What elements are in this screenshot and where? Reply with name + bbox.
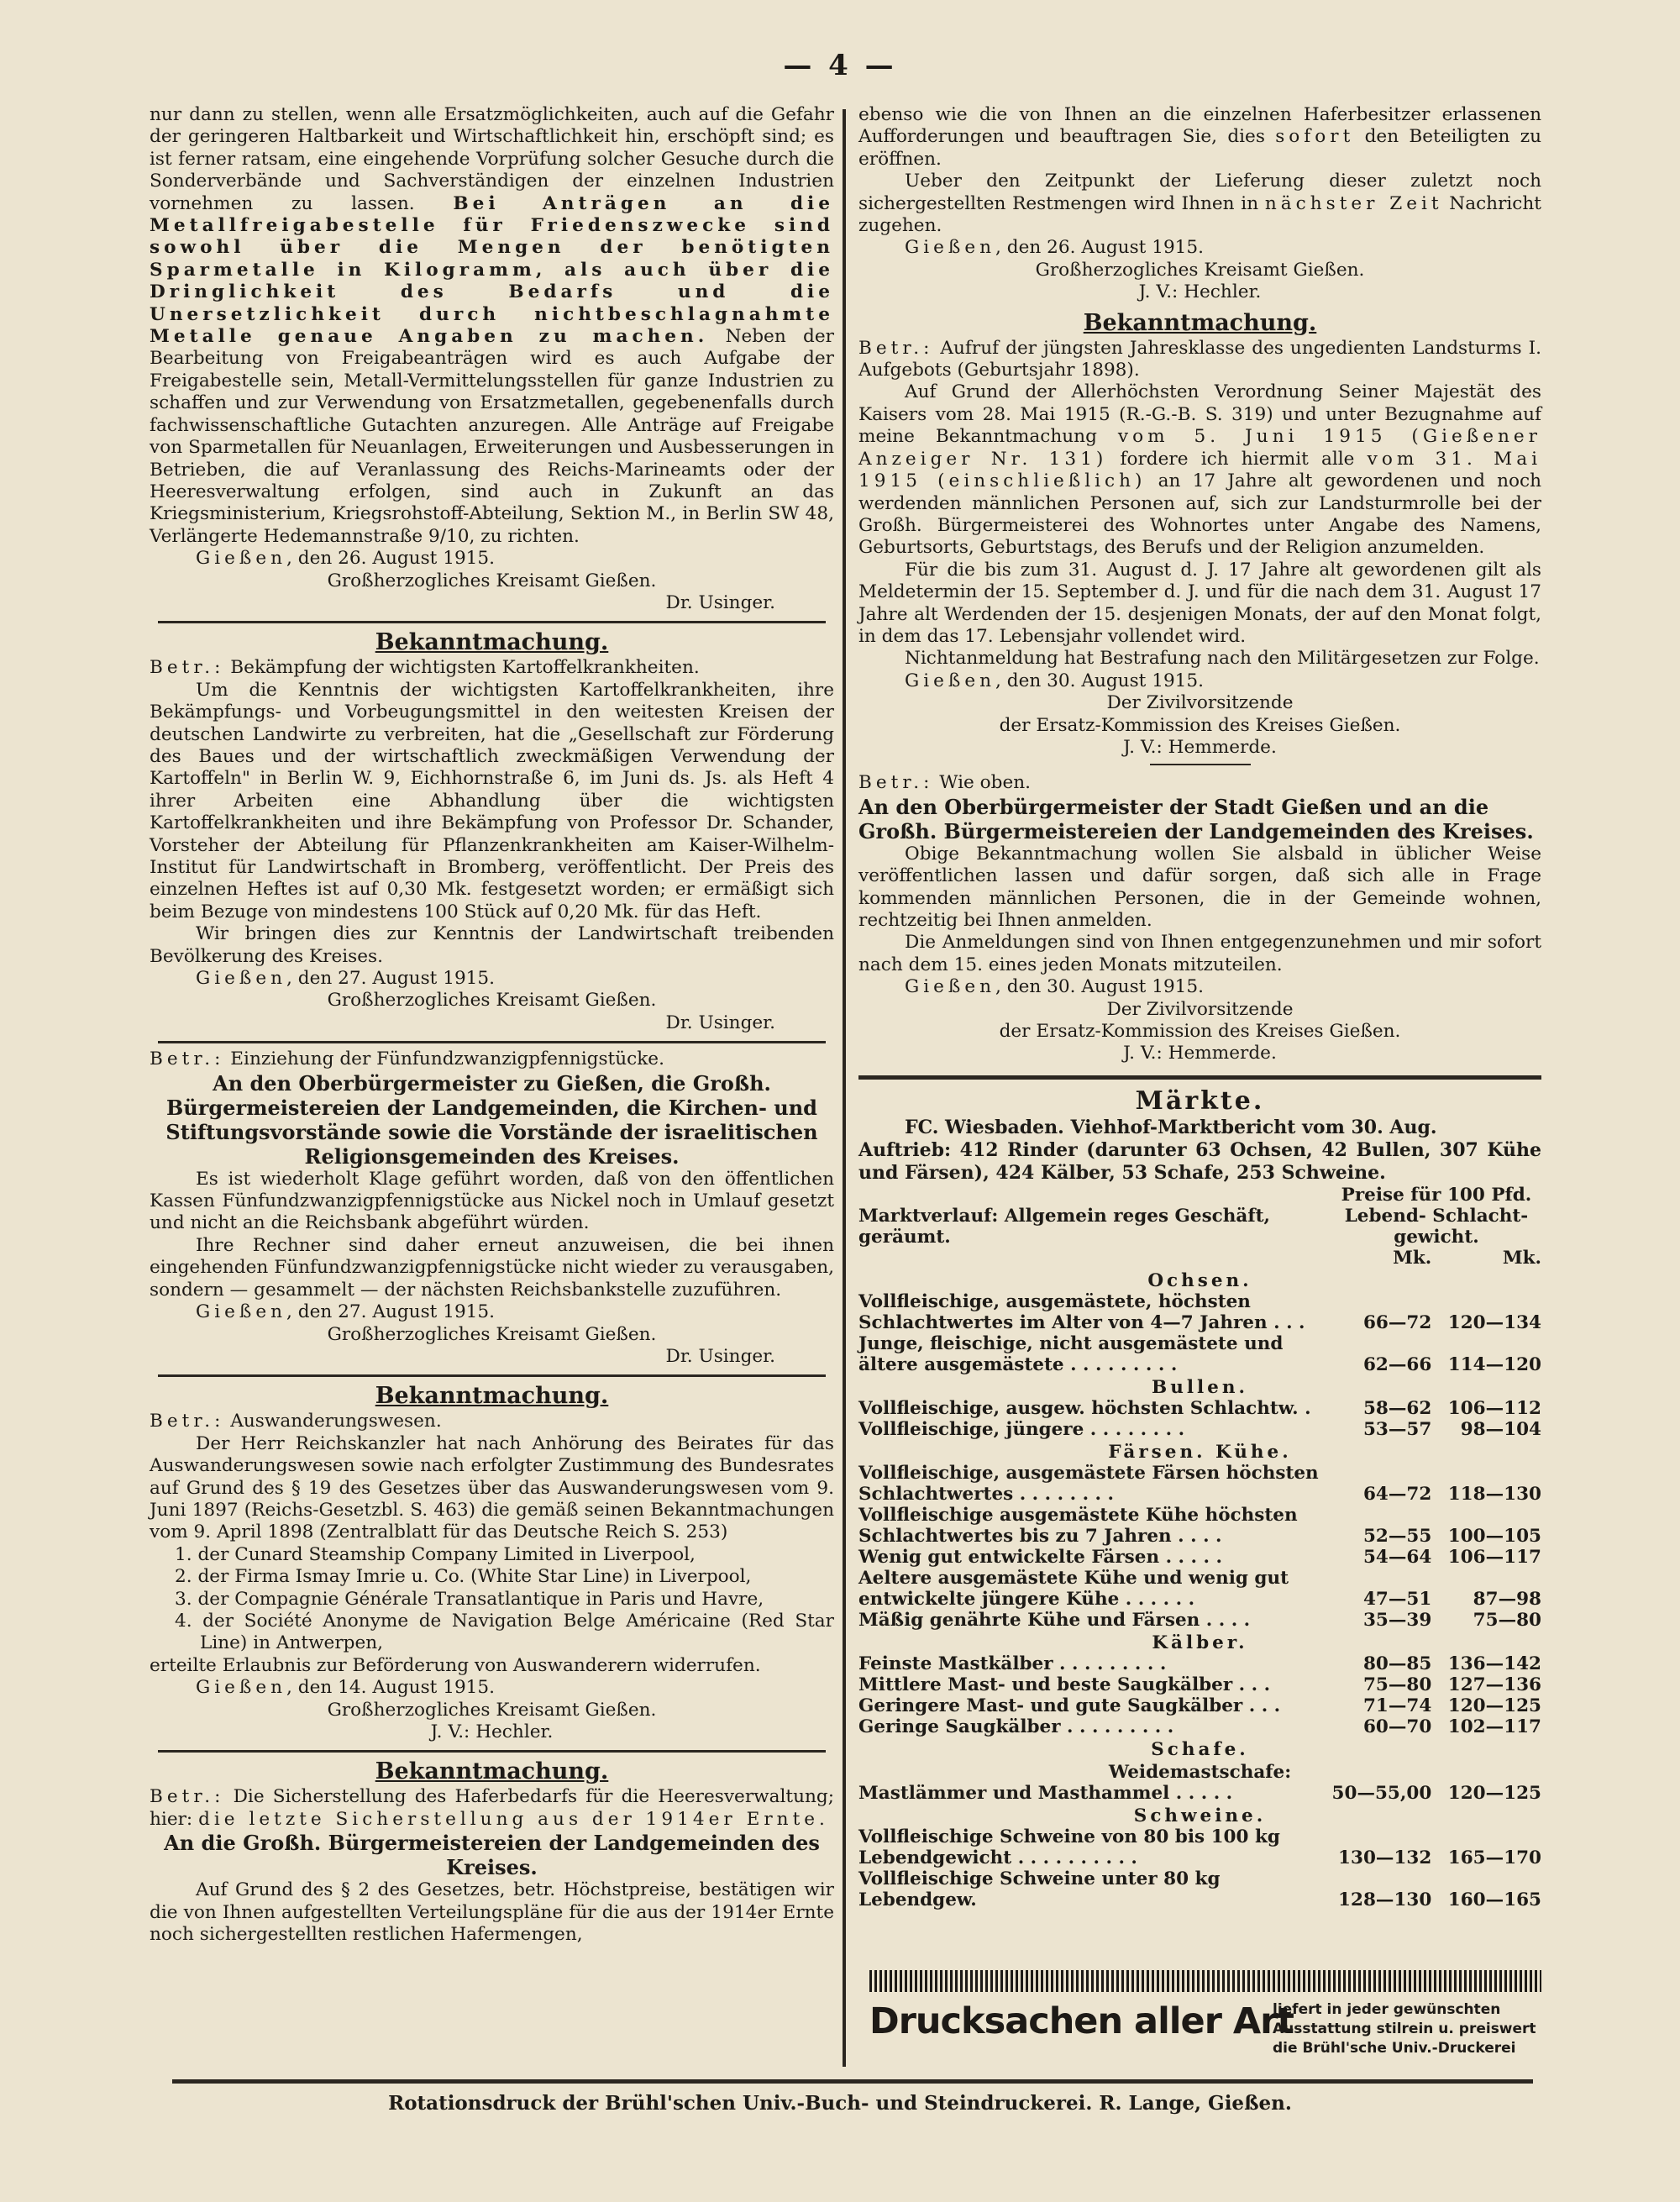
price-slaughter-weight: 165—170 [1447, 1847, 1541, 1868]
price-category: Vollfleischige Schweine unter 80 kg Lebendgew. [858, 1868, 1221, 1910]
notice-body-2: Wir bringen dies zur Kenntnis der Landwirtschaft treibenden Bevölkerung des Kreises. [150, 923, 834, 967]
left-column [150, 104, 834, 1946]
continuation-text: ebenso wie die von Ihnen an die einzelnen Haferbesitzer erlassenen Aufforderungen und beauftragen Sie, dies [858, 104, 1541, 148]
office-title: Der Zivilvorsitzende [1106, 692, 1294, 714]
office-title: Der Zivilvorsitzende [1106, 998, 1294, 1020]
price-category: Junge, fleischige, nicht ausgemästete und ältere ausgemästete . . . . . . . . . [858, 1332, 1284, 1375]
continuation-text: nur dann zu stellen, wenn alle Ersatzmöglichkeiten, auch auf die Gefahr der geringeren Haltbarkeit und Wirtschaftlichkeit hin, erschöpft sind; es ist ferner ratsam, eine eingehende Vorprüfung solcher Gesuche durch die Sonderverbände und Sachverständigen der einzelnen Industrien vornehmen zu lassen. [150, 104, 834, 214]
notice-heading: Bekanntmachung. [375, 629, 609, 656]
ad-headline: Drucksachen aller Art [869, 2000, 1294, 2042]
list-item: 3. der Compagnie Générale Transatlantique in Paris und Havre, [175, 1588, 764, 1610]
price-slaughter-weight: 114—120 [1447, 1353, 1541, 1375]
list-item: 2. der Firma Ismay Imrie u. Co. (White Star Line) in Liverpool, [175, 1566, 752, 1588]
place: Gießen [905, 976, 996, 998]
price-category: Mastlämmer und Masthammel . . . . . [858, 1782, 1233, 1804]
price-section-row [858, 1269, 1541, 1291]
price-live-weight: 50—55,00 [1331, 1782, 1432, 1804]
notice-heading: Bekanntmachung. [1083, 309, 1317, 336]
price-table [858, 1185, 1541, 1910]
spaced-emphasis: vom 5. Juni 1915 (Gießener Anzeiger Nr. 131) [858, 426, 1541, 470]
price-row [858, 1398, 1541, 1419]
continuation-body-b: Nachricht zugehen. [858, 192, 1541, 237]
date: , den 27. August 1915. [286, 1301, 496, 1323]
printer-imprint: Rotationsdruck der Brühl'schen Univ.-Buch- und Steindruckerei. R. Lange, Gießen. [388, 2092, 1292, 2115]
signature: J. V.: Hechler. [1138, 281, 1262, 303]
betr-label: Betr.: [150, 1411, 225, 1432]
price-category: Mäßig genährte Kühe und Färsen . . . . [858, 1609, 1251, 1631]
divider [158, 1750, 826, 1753]
notice-body-2: erteilte Erlaubnis zur Beförderung von Auswanderern widerrufen. [150, 1654, 761, 1676]
address-block: An die Großh. Bürgermeistereien der Landgemeinden des Kreises. [164, 1831, 820, 1880]
price-slaughter-weight: 106—112 [1447, 1397, 1541, 1419]
ad-line: Ausstattung stilrein u. preiswert [1273, 2021, 1536, 2037]
betr-label: Betr.: [150, 1048, 225, 1070]
continuation-text-b: den Beteiligten zu eröffnen. [858, 126, 1541, 170]
place: Gießen [196, 548, 287, 570]
signature: J. V.: Hechler. [430, 1721, 554, 1742]
notice-coin-withdrawal [150, 1048, 834, 1368]
list-item: 4. der Société Anonyme de Navigation Belge Américaine (Red Star Line) in Antwerpen, [175, 1610, 834, 1654]
price-header-row [858, 1185, 1541, 1248]
price-slaughter-weight: 120—125 [1447, 1782, 1541, 1804]
notice-metal-release-continued [150, 104, 834, 614]
unit-slaughter: Mk. [1502, 1247, 1541, 1269]
notice-body-2: Ihre Rechner sind daher erneut anzuweisen, die bei ihnen eingehenden Fünfundzwanzigpfennigstücke nicht wieder zu verausgaben, sondern — gesammelt — der nächsten Reichsbankstelle zuzuführen. [150, 1234, 834, 1301]
price-row [858, 1674, 1541, 1695]
office: Großherzogliches Kreisamt Gießen. [1035, 259, 1365, 281]
price-live-weight: 66—72 [1362, 1311, 1432, 1333]
price-section-label: Bullen. [1152, 1376, 1248, 1398]
price-row [858, 1716, 1541, 1737]
print-shop-advertisement [869, 1970, 1541, 2071]
page-number: — 4 — [783, 49, 897, 82]
price-row [858, 1610, 1541, 1631]
spaced-emphasis-2: vom 31. Mai 1915 (einschließlich) [858, 448, 1541, 492]
place: Gießen [196, 1677, 287, 1699]
price-row [858, 1695, 1541, 1716]
date: , den 30. August 1915. [995, 976, 1205, 998]
price-category: Vollfleischige, ausgew. höchsten Schlachtw. . [858, 1397, 1311, 1419]
address-block: An den Oberbürgermeister der Stadt Gießen und an die Großh. Bürgermeistereien der Landgemeinden des Kreises. [858, 794, 1534, 843]
spaced-emphasis: nächster Zeit [1264, 192, 1443, 214]
signature: Dr. Usinger. [665, 1345, 775, 1367]
ad-line: liefert in jeder gewünschten [1273, 2001, 1501, 2018]
office: Großherzogliches Kreisamt Gießen. [327, 1323, 657, 1345]
price-category: Mittlere Mast- und beste Saugkälber . . . [858, 1674, 1271, 1695]
price-live-weight: 71—74 [1362, 1695, 1432, 1716]
notice-potato-diseases [150, 628, 834, 1034]
price-section-row [858, 1375, 1541, 1398]
price-category: Vollfleischige, jüngere . . . . . . . . [858, 1418, 1185, 1440]
notice-body: Der Herr Reichskanzler hat nach Anhörung des Beirates für das Auswanderungswesen sowie nach erfolgter Zustimmung des Bundesrates auf Grund des § 19 des Gesetzes über das Auswanderungswesen vom 9. Juni 1897 (Reichs-Gesetzbl. S. 463) die gemäß seinen Bekanntmachungen vom 9. April 1898 (Zentralblatt für das Deutsche Reich S. 253) [150, 1432, 834, 1543]
price-category: Wenig gut entwickelte Färsen . . . . . [858, 1546, 1222, 1568]
price-live-weight: 58—62 [1362, 1397, 1432, 1419]
price-slaughter-weight: 98—104 [1460, 1418, 1541, 1440]
unit-row [858, 1248, 1541, 1269]
notice-body-2: Für die bis zum 31. August d. J. 17 Jahre alt gewordenen gilt als Meldetermin der 15. September d. J. und für die nach dem 31. August 17 Jahre alt Werdenden der 15. desjenigen Monats, der auf den Monat folgt, in dem das 17. Lebensjahr vollendet wird. [858, 559, 1541, 647]
price-section-row [858, 1737, 1541, 1760]
spaced-emphasis: Bei Anträgen an die Metallfreigabestelle für Friedenszwecke sind sowohl über die Mengen der benötigten Sparmetalle in Kilogramm, als auch über die Dringlichkeit des Bedarfs und die Unersetzlichkeit durch nichtbeschlagnahmte Metalle genaue Angaben zu machen. [150, 192, 834, 348]
ad-decorative-bar [869, 1970, 1541, 1992]
notice-oat-supply-continued [858, 104, 1541, 304]
price-live-weight: 80—85 [1362, 1653, 1432, 1674]
price-slaughter-weight: 118—130 [1447, 1483, 1541, 1505]
notice-body: Auf Grund der Allerhöchsten Verordnung Seiner Majestät des Kaisers vom 28. Mai 1915 (R.-G.-B. S. 319) und unter Bezugnahme auf meine Bekanntmachung [858, 381, 1541, 448]
notice-body: Es ist wiederholt Klage geführt worden, daß von den öffentlichen Kassen Fünfundzwanzigpfennigstücke aus Nickel noch in Umlauf gesetzt und nicht an die Reichsbank abgeführt würden. [150, 1168, 834, 1234]
betr-subject: Aufruf der jüngsten Jahresklasse des ungedienten Landsturms I. Aufgebots (Geburtsjahr 1898). [858, 337, 1541, 381]
price-slaughter-weight: 136—142 [1447, 1653, 1541, 1674]
office: Großherzogliches Kreisamt Gießen. [327, 1699, 657, 1721]
notice-oat-supply [150, 1758, 834, 1946]
market-supply: Auftrieb: 412 Rinder (darunter 63 Ochsen, 42 Bullen, 307 Kühe und Färsen), 424 Kälber, 53 Schafe, 253 Schweine. [858, 1138, 1541, 1184]
price-category: Vollfleischige Schweine von 80 bis 100 kg Lebendgewicht . . . . . . . . . . [858, 1826, 1280, 1868]
place: Gießen [196, 1301, 287, 1323]
price-slaughter-weight: 87—98 [1473, 1588, 1541, 1610]
price-live-weight: 62—66 [1362, 1353, 1432, 1375]
price-live-weight: 64—72 [1362, 1483, 1432, 1505]
unit-live: Mk. [1393, 1247, 1432, 1269]
price-section-row [858, 1804, 1541, 1826]
spaced-emphasis: sofort [1275, 126, 1355, 148]
price-row [858, 1783, 1541, 1804]
address-block: An den Oberbürgermeister zu Gießen, die Großh. Bürgermeistereien der Landgemeinden, die Kirchen- und Stiftungsvorstände sowie die Vorstände der israelitischen Religionsgemeinden des Kreises. [165, 1070, 818, 1169]
office: der Ersatz-Kommission des Kreises Gießen. [999, 1021, 1401, 1043]
price-category: Geringe Saugkälber . . . . . . . . . [858, 1716, 1174, 1737]
betr-subject: Die Sicherstellung des Haferbedarfs für die Heeresverwaltung; hier: [150, 1786, 834, 1830]
price-category: Vollfleischige ausgemästete Kühe höchsten Schlachtwertes bis zu 7 Jahren . . . . [858, 1504, 1298, 1547]
notice-body: Um die Kenntnis der wichtigsten Kartoffelkrankheiten, ihre Bekämpfungs- und Vorbeugungsmittel in den weitesten Kreisen der deutschen Landwirte zu verbreiten, hat die „Gesellschaft zur Förderung des Baues und der wirtschaftlich zweckmäßigen Verwendung der Kartoffeln" in Berlin W. 9, Eichhornstraße 6, im Juni ds. Js. als Heft 4 ihrer Arbeiten eine Abhandlung über die wichtigsten Kartoffelkrankheiten und ihre Bekämpfung von Professor Dr. Schander, Vorsteher der Abteilung für Pflanzenkrankheiten am Kaiser-Wilhelm-Institut für Landwirtschaft in Bromberg, veröffentlicht. Der Preis des einzelnen Heftes ist auf 0,30 Mk. festgesetzt worden; er ermäßigt sich beim Bezuge von mindestens 100 Stück auf 0,20 Mk. für das Heft. [150, 679, 834, 922]
price-row [858, 1826, 1541, 1868]
notice-body: Obige Bekanntmachung wollen Sie alsbald in üblicher Weise veröffentlichen lassen und dafür sorgen, daß sich alle in Frage kommenden männlichen Personen, die in der Gemeinde wohnen, rechtzeitig bei Ihnen anmelden. [858, 843, 1541, 931]
price-category: Geringere Mast- und gute Saugkälber . . . [858, 1695, 1281, 1716]
notice-emigration [150, 1382, 834, 1743]
prices-heading: Preise für 100 Pfd. [1341, 1184, 1532, 1206]
betr-label: Betr.: [150, 1786, 225, 1808]
price-section-label: Schafe. [1151, 1738, 1249, 1760]
office: Großherzogliches Kreisamt Gießen. [327, 570, 657, 591]
divider [158, 1374, 826, 1377]
notice-body-2: Die Anmeldungen sind von Ihnen entgegenzunehmen und mir sofort nach dem 15. eines jeden Monats mitzuteilen. [858, 932, 1541, 975]
price-live-weight: 52—55 [1362, 1525, 1432, 1547]
price-slaughter-weight: 106—117 [1447, 1546, 1541, 1568]
betr-subject: Bekämpfung der wichtigsten Kartoffelkrankheiten. [230, 657, 700, 679]
right-column [858, 104, 1541, 1910]
price-slaughter-weight: 120—134 [1447, 1311, 1541, 1333]
betr-label: Betr.: [150, 657, 225, 679]
ad-line: die Brühl'sche Univ.-Druckerei [1273, 2040, 1516, 2057]
price-slaughter-weight: 160—165 [1447, 1889, 1541, 1910]
price-section-row [858, 1440, 1541, 1463]
price-live-weight: 35—39 [1362, 1609, 1432, 1631]
signature: J. V.: Hemmerde. [1123, 1043, 1277, 1064]
price-live-weight: 128—130 [1338, 1889, 1432, 1910]
betr-subject: Wie oben. [939, 772, 1032, 794]
price-slaughter-weight: 127—136 [1447, 1674, 1541, 1695]
market-course: Marktverlauf: Allgemein reges Geschäft, geräumt. [858, 1205, 1270, 1248]
price-live-weight: 130—132 [1338, 1847, 1432, 1868]
price-row [858, 1547, 1541, 1568]
price-section-label: Färsen. Kühe. [1108, 1441, 1292, 1463]
notice-landsturm [858, 309, 1541, 759]
place: Gießen [196, 968, 287, 990]
place: Gießen [905, 670, 996, 691]
column-divider [843, 109, 846, 2067]
price-subsection-row [858, 1760, 1541, 1783]
price-live-weight: 54—64 [1362, 1546, 1432, 1568]
col-live: Lebend- [1344, 1205, 1426, 1227]
place: Gießen [905, 237, 996, 259]
signature: J. V.: Hemmerde. [1123, 736, 1277, 758]
continuation-body: Ueber den Zeitpunkt der Lieferung dieser zuletzt noch sichergestellten Restmengen wird Ihnen in [858, 171, 1541, 214]
betr-subject: Einziehung der Fünfundzwanzigpfennigstücke. [230, 1048, 664, 1070]
betr-label: Betr.: [858, 337, 934, 359]
market-report [858, 1086, 1541, 1910]
short-divider [1150, 764, 1251, 765]
price-row [858, 1868, 1541, 1910]
price-row [858, 1568, 1541, 1610]
notice-body-c: an 17 Jahre alt gewordenen und noch werdenden männlichen Personen auf, sich zur Landsturmrolle bei der Großh. Bürgermeisterei des Wohnortes unter Angabe des Namens, Geburtsorts, Geburtstags, des Berufs und der Religion anzumelden. [858, 470, 1542, 559]
section-divider [858, 1075, 1541, 1080]
price-section-label: Schweine. [1133, 1805, 1267, 1826]
price-slaughter-weight: 75—80 [1473, 1609, 1541, 1631]
price-slaughter-weight: 120—125 [1447, 1695, 1541, 1716]
price-row [858, 1463, 1541, 1505]
divider [158, 621, 826, 623]
continuation-rest: Neben der Bearbeitung von Freigabeanträgen wird es auch Aufgabe der Freigabestelle sein, Metall-Vermittelungsstellen für ganze Industrien zu schaffen und zur Verwendung von Ersatzmetallen, gegebenenfalls durch fachwissenschaftliche Gutachten anzuregen. Alle Anträge auf Freigabe von Sparmetallen für Neuanlagen, Erweiterungen und Ausbesserungen in Betrieben, die auf Veranlassung des Reichs-Marineamts oder der Heeresverwaltung erfolgen, sind auch in Zukunft an das Kriegsministerium, Kriegsrohstoff-Abteilung, Sektion M., in Berlin SW 48, Verlängerte Hedemannstraße 9/10, zu richten. [150, 326, 834, 547]
date: , den 26. August 1915. [995, 237, 1205, 259]
notice-body-b: fordere ich hiermit alle [1120, 448, 1355, 470]
price-subsection-label: Weidemastschafe: [1108, 1761, 1292, 1783]
notice-body-3: Nichtanmeldung hat Bestrafung nach den Militärgesetzen zur Folge. [905, 648, 1540, 670]
price-category: Feinste Mastkälber . . . . . . . . . [858, 1653, 1167, 1674]
price-live-weight: 53—57 [1362, 1418, 1432, 1440]
notice-body: Auf Grund des § 2 des Gesetzes, betr. Höchstpreise, bestätigen wir die von Ihnen aufgestellten Verteilungspläne für die aus der 1914er Ernte noch sichergestellten restlichen Hafermengen, [150, 1879, 834, 1946]
office: Großherzogliches Kreisamt Gießen. [327, 990, 657, 1012]
betr-label: Betr.: [858, 772, 934, 794]
price-row [858, 1291, 1541, 1333]
price-live-weight: 60—70 [1362, 1716, 1432, 1737]
price-row [858, 1419, 1541, 1440]
price-section-row [858, 1631, 1541, 1653]
price-slaughter-weight: 100—105 [1447, 1525, 1541, 1547]
price-category: Vollfleischige, ausgemästete, höchsten Schlachtwertes im Alter von 4—7 Jahren . . . [858, 1290, 1305, 1333]
market-title: Märkte. [1135, 1085, 1265, 1116]
price-row [858, 1333, 1541, 1375]
footer-rule [172, 2079, 1533, 2084]
office: der Ersatz-Kommission des Kreises Gießen. [999, 714, 1401, 736]
price-category: Vollfleischige, ausgemästete Färsen höchsten Schlachtwertes . . . . . . . . [858, 1462, 1319, 1505]
date: , den 14. August 1915. [286, 1677, 496, 1699]
col-weight: gewicht. [1394, 1226, 1479, 1248]
price-category: Aeltere ausgemästete Kühe und wenig gut entwickelte jüngere Kühe . . . . . . [858, 1567, 1289, 1610]
signature: Dr. Usinger. [665, 1012, 775, 1033]
notice-heading: Bekanntmachung. [375, 1383, 609, 1410]
notice-heading: Bekanntmachung. [375, 1758, 609, 1785]
price-slaughter-weight: 102—117 [1447, 1716, 1541, 1737]
betr-emphasis: die letzte Sicherstellung aus der 1914er Ernte. [198, 1808, 829, 1830]
price-live-weight: 47—51 [1362, 1588, 1432, 1610]
signature: Dr. Usinger. [665, 591, 775, 613]
divider [158, 1041, 826, 1043]
date: , den 30. August 1915. [995, 670, 1205, 691]
col-slaughter: Schlacht- [1432, 1205, 1529, 1227]
date: , den 26. August 1915. [286, 548, 496, 570]
price-section-label: Ochsen. [1147, 1269, 1252, 1291]
market-intro: FC. Wiesbaden. Viehhof-Marktbericht vom 30. Aug. [905, 1116, 1437, 1138]
list-item: 1. der Cunard Steamship Company Limited in Liverpool, [175, 1543, 696, 1565]
betr-subject: Auswanderungswesen. [230, 1411, 442, 1432]
price-row [858, 1653, 1541, 1674]
notice-landsturm-instruction [858, 772, 1541, 1064]
price-section-label: Kälber. [1152, 1632, 1248, 1653]
price-live-weight: 75—80 [1362, 1674, 1432, 1695]
price-row [858, 1505, 1541, 1547]
date: , den 27. August 1915. [286, 968, 496, 990]
